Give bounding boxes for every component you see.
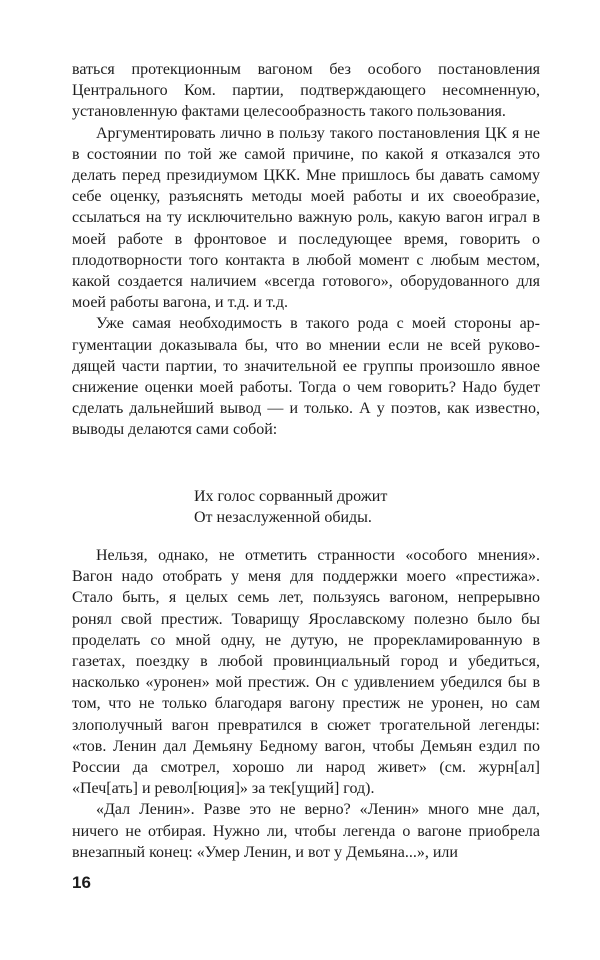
page-number: 16	[72, 873, 91, 892]
paragraph: Уже самая необходимость в такого рода с моей стороны аргументации доказывала бы, что во мнении если не всей руководящей части партии, то значительной ее группы произошло явное снижение оценки моей работы. Тогда о чем говорить? Надо будет сделать дальнейший вывод — и только. А у поэтов, как известно, выводы делаются сами собой:	[72, 315, 540, 439]
body-text-top	[72, 59, 540, 441]
paragraph: Аргументировать лично в пользу такого постановления ЦК я не в состоянии по той же самой причине, по какой я отказался это делать перед президиумом ЦКК. Мне пришлось бы давать самому себе оценку, разъяснять методы моей работы и их своеобразие, ссылаться на ту исключительно важную роль, какую вагон играл в моей работе в фронтовое и последующее время, говорить о плодотворности того контакта в любой момент с любым местом, какой создается наличием «всегда готового», оборудованного для моей работы вагона, и т.д. и т.д.	[72, 124, 540, 312]
verse-quote	[194, 486, 514, 528]
paragraph: «Дал Ленин». Разве это не верно? «Ленин» много мне дал, ничего не отбирая. Нужно ли, чтобы легенда о вагоне приобрела внезапный конец: «Умер Ленин, и вот у Демьяна...», или	[72, 801, 540, 861]
verse-line: Их голос сорванный дрожит	[194, 488, 388, 505]
body-text-bottom	[72, 545, 540, 863]
paragraph-continuation: ваться протекционным вагоном без особого постановления Центрального Ком. партии, подтверждающего несомненную, установленную фактами целесообразность такого пользования.	[72, 61, 540, 121]
verse-line: От незаслуженной обиды.	[194, 509, 372, 527]
paragraph: Нельзя, однако, не отметить странности «особого мнения». Вагон надо отобрать у меня для поддержки моего «престижа». Стало быть, я целых семь лет, пользуясь вагоном, непрерывно ронял свой престиж. Товарищу Ярославскому полезно было бы проделать со мной одну, не дутую, не прорекламированную в газетах, поездку в любой провинциальный город и убедиться, насколько «уронен» мой престиж. Он с удивлением убедился бы в том, что не только благодаря вагону престиж не уронен, но сам злополучный вагон превратился в сюжет трогательной легенды: «тов. Ленин дал Демьяну Бедному вагон, чтобы Демьян ездил по России да смотрел, хорошо ли народ живет» (см. журн[ал] «Печ[ать] и револ[юция]» за тек[ущий] год).	[72, 547, 540, 798]
